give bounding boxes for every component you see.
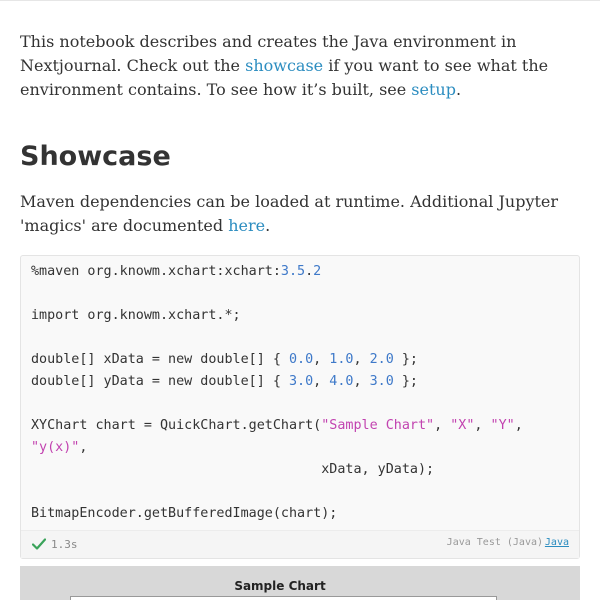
code-line: "y(x)", <box>31 440 88 455</box>
intro-paragraph <box>20 30 582 102</box>
code-cell[interactable] <box>20 255 580 559</box>
run-duration: 1.3s <box>51 538 78 551</box>
code-line: BitmapEncoder.getBufferedImage(chart); <box>31 506 338 521</box>
maven-paragraph <box>20 190 580 238</box>
maven-text: Maven dependencies can be loaded at runtime. Additional Jupyter 'magics' are documented <box>20 192 559 235</box>
setup-link[interactable]: setup <box>411 80 456 99</box>
code-line: %maven org.knowm.xchart:xchart:3.5.2 <box>31 264 322 279</box>
code-editor[interactable] <box>31 261 571 525</box>
top-divider <box>0 0 600 1</box>
code-line: double[] yData = new double[] { 3.0, 4.0, 3.0 }; <box>31 374 418 389</box>
code-line: xData, yData); <box>31 462 435 477</box>
showcase-link[interactable]: showcase <box>245 56 324 75</box>
maven-text-end: . <box>265 216 271 235</box>
success-check-icon <box>32 538 46 550</box>
intro-text-end: . <box>455 80 462 99</box>
intro-text-middle: if you want to see what the environment contains. To see how it’s built, see <box>20 56 549 99</box>
code-line: XYChart chart = QuickChart.getChart("Sample Chart", "X", "Y", <box>31 418 523 433</box>
section-heading-showcase: Showcase <box>20 141 171 172</box>
cell-status-bar <box>21 530 579 558</box>
here-link[interactable]: here <box>228 216 266 235</box>
code-line: double[] xData = new double[] { 0.0, 1.0, 2.0 }; <box>31 352 418 367</box>
chart-plot-area <box>70 596 497 600</box>
intro-text: This notebook describes and creates the Java environment in Nextjournal. Check out the <box>20 32 517 75</box>
chart-output <box>20 566 580 600</box>
runtime-link[interactable]: Java <box>544 537 569 548</box>
code-line: import org.knowm.xchart.*; <box>31 308 241 323</box>
runtime-name: Java Test (Java) <box>446 537 543 548</box>
chart-title: Sample Chart <box>234 579 326 593</box>
